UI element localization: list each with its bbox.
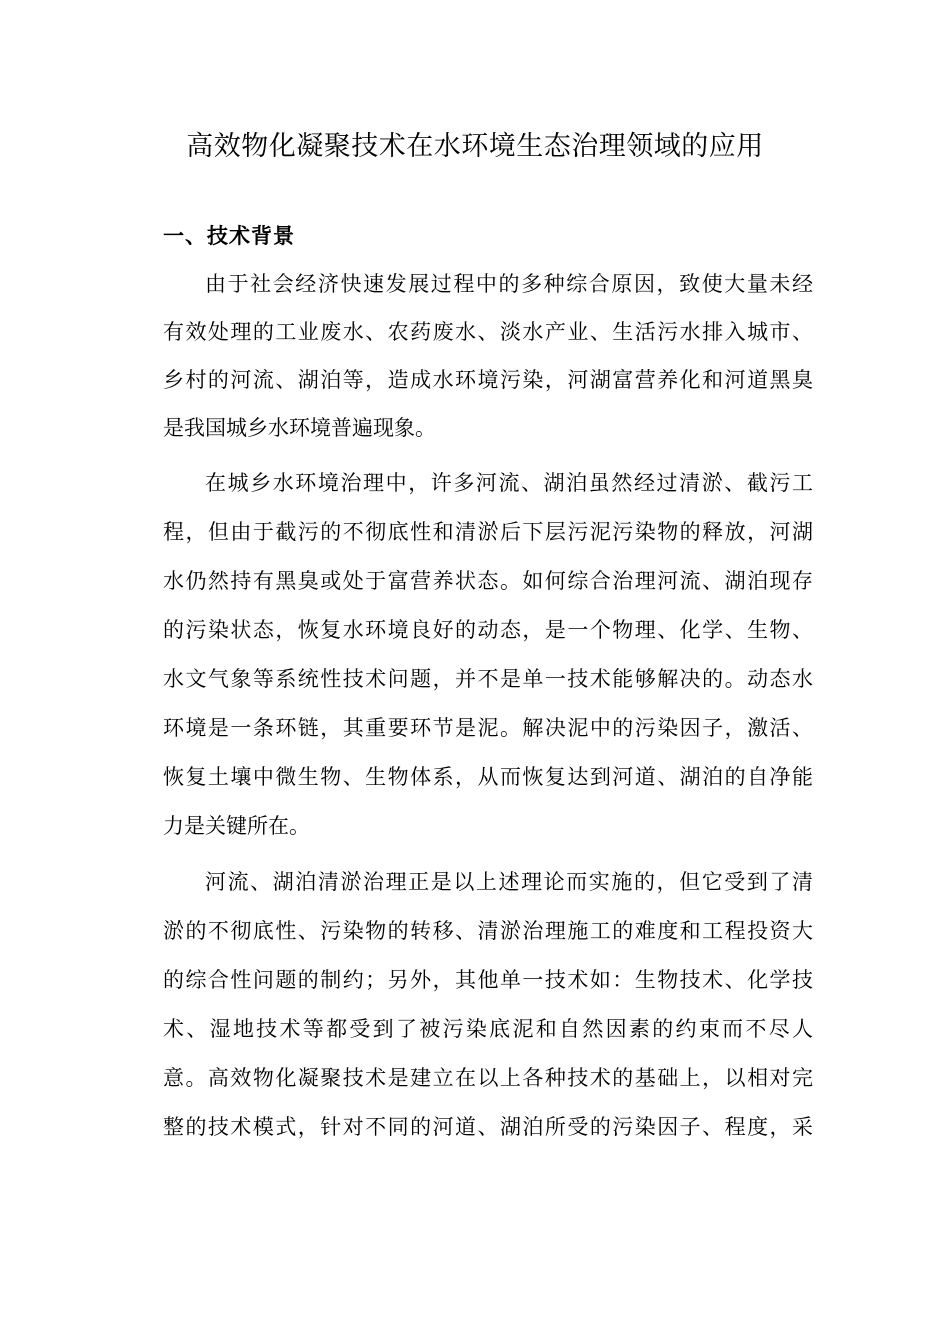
paragraph-2-line-4: 的污染状态，恢复水环境良好的动态，是一个物理、化学、生物、	[163, 618, 813, 642]
paragraph-3-line-3: 的综合性问题的制约；另外，其他单一技术如：生物技术、化学技	[163, 968, 813, 992]
paragraph-2-line-6: 环境是一条环链，其重要环节是泥。解决泥中的污染因子，激活、	[163, 716, 813, 740]
paragraph-1-line-4: 是我国城乡水环境普遍现象。	[163, 416, 436, 440]
paragraph-1-line-3: 乡村的河流、湖泊等，造成水环境污染，河湖富营养化和河道黑臭	[163, 368, 813, 392]
paragraph-3-line-2: 淤的不彻底性、污染物的转移、清淤治理施工的难度和工程投资大	[163, 919, 813, 943]
paragraph-3-line-5: 意。高效物化凝聚技术是建立在以上各种技术的基础上，以相对完	[163, 1066, 813, 1090]
paragraph-2-line-8: 力是关键所在。	[163, 814, 310, 838]
paragraph-3-line-4: 术、湿地技术等都受到了被污染底泥和自然因素的约束而不尽人	[163, 1017, 813, 1041]
paragraph-2-line-7: 恢复土壤中微生物、生物体系，从而恢复达到河道、湖泊的自净能	[163, 765, 813, 789]
paragraph-2-line-5: 水文气象等系统性技术问题，并不是单一技术能够解决的。动态水	[163, 667, 813, 691]
paragraph-3-line-6: 整的技术模式，针对不同的河道、湖泊所受的污染因子、程度，采	[163, 1115, 813, 1139]
paragraph-2-line-3: 水仍然持有黑臭或处于富营养状态。如何综合治理河流、湖泊现存	[163, 569, 813, 593]
document-title: 高效物化凝聚技术在水环境生态治理领域的应用	[186, 131, 764, 162]
paragraph-2-line-2: 程，但由于截污的不彻底性和清淤后下层污泥污染物的释放，河湖	[163, 520, 813, 544]
paragraph-1-line-1: 由于社会经济快速发展过程中的多种综合原因，致使大量未经	[205, 272, 813, 296]
section-heading: 一、技术背景	[163, 223, 295, 248]
paragraph-3-line-1: 河流、湖泊清淤治理正是以上述理论而实施的，但它受到了清	[205, 870, 813, 894]
paragraph-1-line-2: 有效处理的工业废水、农药废水、淡水产业、生活污水排入城市、	[163, 320, 813, 344]
paragraph-2-line-1: 在城乡水环境治理中，许多河流、湖泊虽然经过清淤、截污工	[205, 471, 813, 495]
